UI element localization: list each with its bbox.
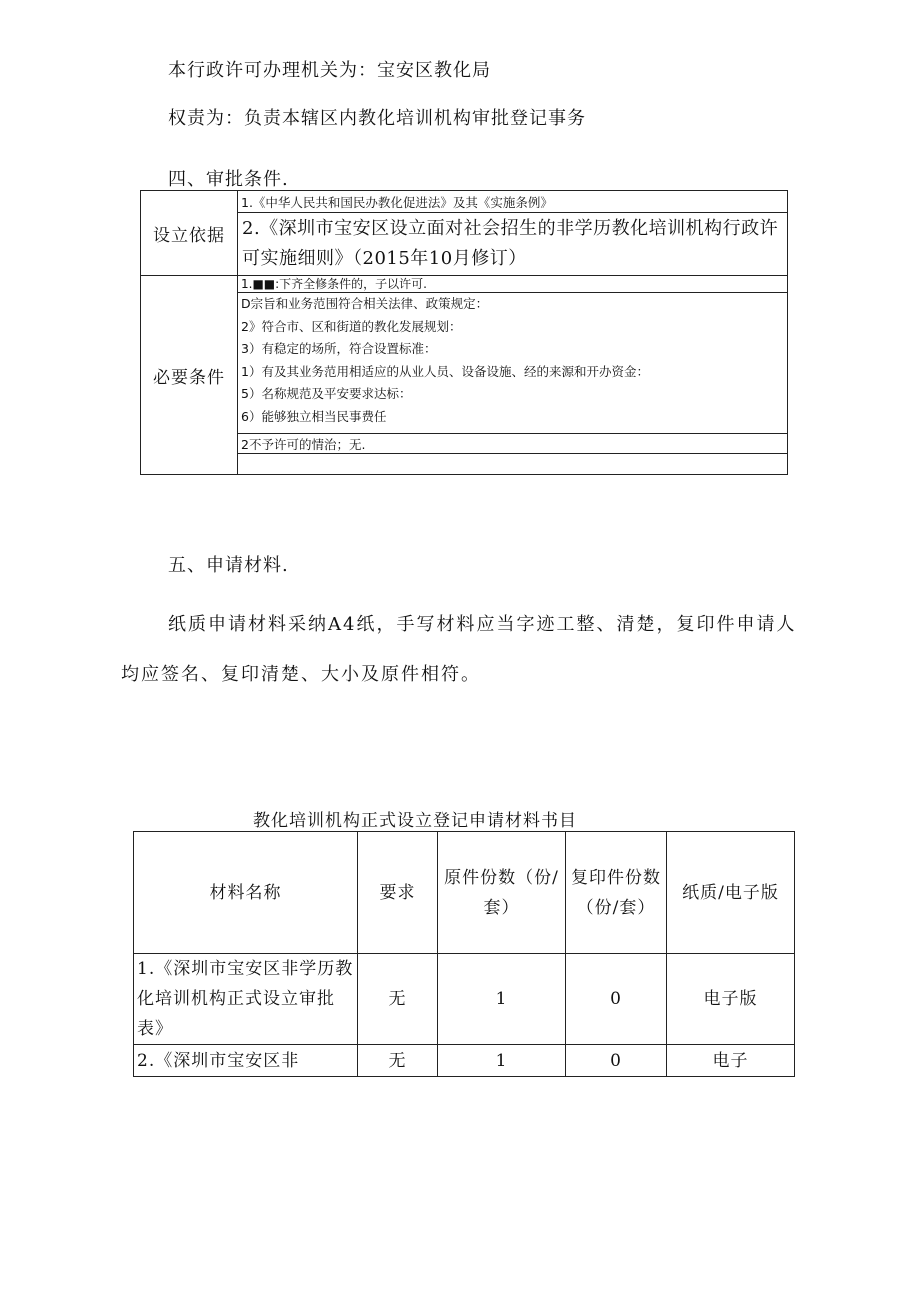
required-item: 5）名称规范及平安要求达标： (241, 386, 412, 401)
materials-table-title: 教化培训机构正式设立登记申请材料书目 (253, 811, 577, 831)
required-item: 3）有稳定的场所，符合设置标准： (241, 341, 437, 356)
row2-format: 电子 (667, 1045, 795, 1077)
header-format: 纸质/电子版 (667, 832, 795, 954)
section5-heading: 五、申请材料. (168, 555, 289, 576)
basis-label: 设立依据 (141, 191, 238, 276)
section4-heading: 四、审批条件. (168, 169, 289, 190)
required-item: 2》符合市、区和街道的教化发展规划： (241, 318, 462, 334)
header-requirement: 要求 (358, 832, 438, 954)
approval-conditions-table (140, 190, 788, 475)
required-label: 必要条件 (141, 276, 238, 475)
authority-line: 本行政许可办理机关为：宝安区教化局 (168, 60, 491, 81)
basis-item-2: 2.《深圳市宝安区设立面对社会招生的非学历教化培训机构行政许可实施细则》（2015年10月修订） (238, 213, 788, 276)
required-conditions-cell (238, 276, 788, 434)
header-copies: 复印件份数（份/套） (566, 832, 667, 954)
materials-table (133, 831, 795, 1077)
row2-requirement: 无 (358, 1045, 438, 1077)
header-originals: 原件份数（份/套） (438, 832, 566, 954)
row2-copies: 0 (566, 1045, 667, 1077)
required-head: 1.■■:下齐全修条件的，子以许可. (238, 276, 787, 293)
basis-item-1: 1.《中华人民共和国民办教化促进法》及其《实施条例》 (238, 191, 788, 213)
row1-copies: 0 (566, 954, 667, 1045)
empty-row (238, 454, 788, 475)
header-name: 材料名称 (134, 832, 358, 954)
row1-name: 1.《深圳市宝安区非学历教化培训机构正式设立审批表》 (134, 954, 358, 1045)
materials-note-line2: 均应签名、复印清楚、大小及原件相符。 (121, 664, 481, 685)
row1-requirement: 无 (358, 954, 438, 1045)
row1-originals: 1 (438, 954, 566, 1045)
row2-name: 2.《深圳市宝安区非 (134, 1045, 358, 1077)
required-item: D宗旨和业务范围符合相关法律、政策规定： (241, 296, 489, 311)
no-permit-line: 2不予许可的情治；无. (238, 434, 788, 454)
required-item: 1）有及其业务范用相适应的从业人员、设备设施、经的来源和开办资金： (241, 363, 649, 379)
row2-originals: 1 (438, 1045, 566, 1077)
required-list (238, 293, 787, 433)
duty-line: 权责为：负责本辖区内教化培训机构审批登记事务 (168, 108, 586, 129)
row1-format: 电子版 (667, 954, 795, 1045)
materials-note-line1: 纸质申请材料采纳A4纸，手写材料应当字迹工整、清楚，复印件申请人 (168, 614, 797, 635)
required-item: 6）能够独立相当民事费任 (241, 408, 387, 424)
